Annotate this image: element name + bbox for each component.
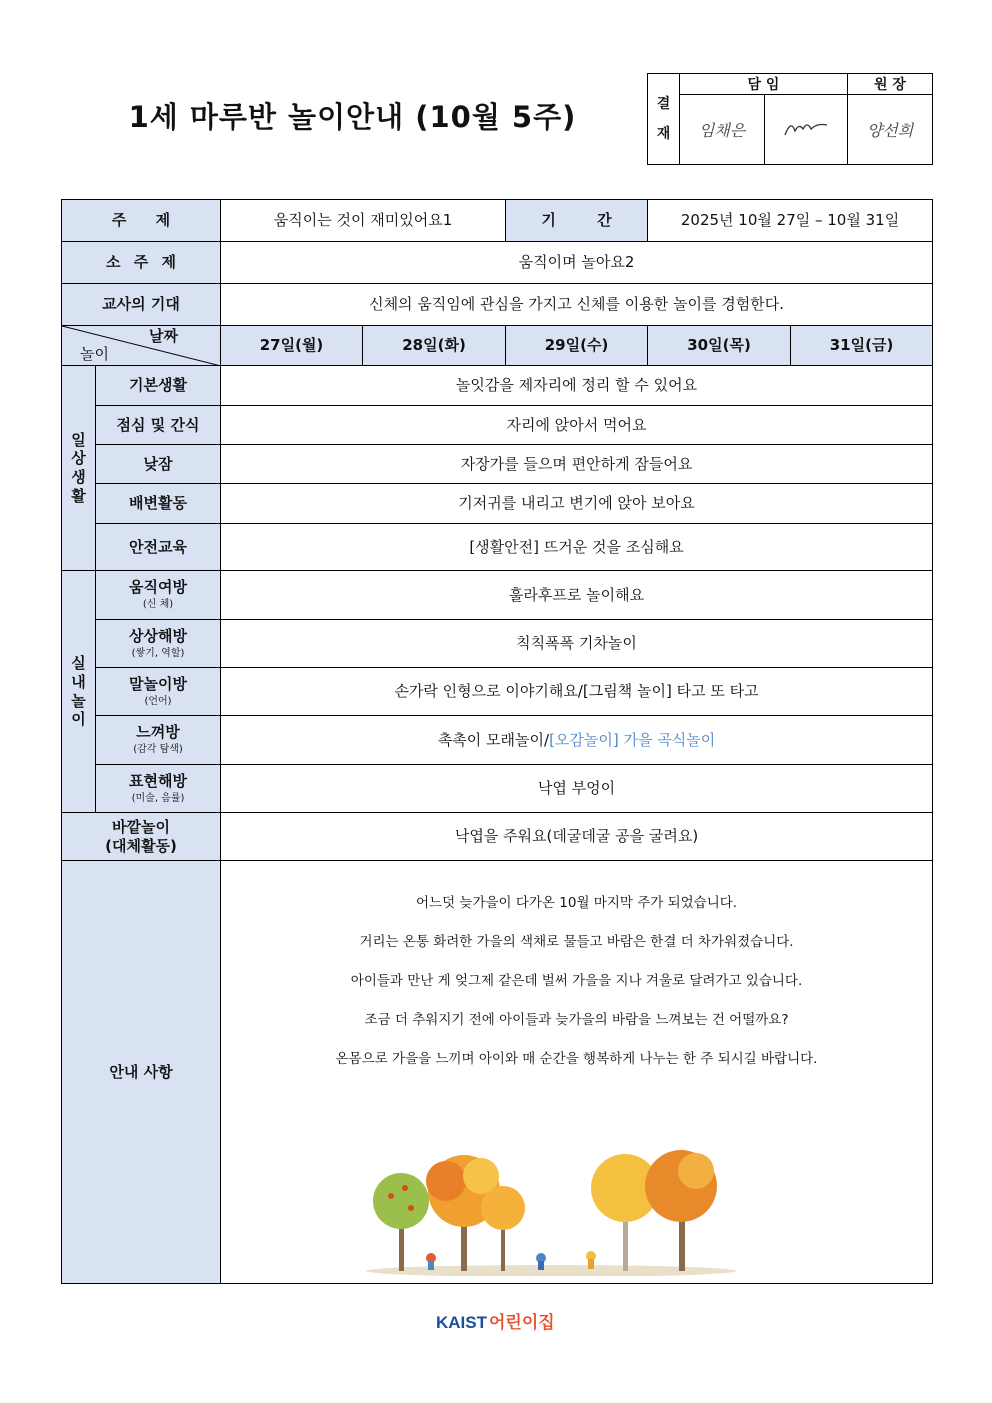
teacher-signature: 임채은 (680, 95, 765, 165)
approval-side-label: 결 재 (648, 74, 680, 165)
daily-row-value: 자장가를 들으며 편안하게 잠들어요 (221, 445, 933, 484)
homeroom-header: 담 임 (680, 74, 848, 95)
period-value: 2025년 10월 27일 – 10월 31일 (648, 200, 933, 242)
indoor-row-value: 촉촉이 모래놀이/[오감놀이] 가을 곡식놀이 (221, 716, 933, 765)
subtheme-label: 소 주 제 (62, 242, 221, 284)
daily-row-value: 놀잇감을 제자리에 정리 할 수 있어요 (221, 366, 933, 406)
indoor-row-sublabel: (신 체) (142, 599, 174, 611)
kaist-kindergarten-logo: KAIST 어린이집 (436, 1313, 555, 1332)
outdoor-play-value: 낙엽을 주워요(데굴데굴 공을 굴려요) (221, 813, 933, 861)
daily-row-value: 자리에 앉아서 먹어요 (221, 406, 933, 445)
approval-box (647, 73, 933, 165)
diagonal-play-label: 놀이 (80, 345, 109, 364)
indoor-play-group-label: 실 내 놀 이 (62, 571, 96, 813)
date-tue: 28일(화) (363, 326, 506, 366)
subtheme-value: 움직이며 놀아요2 (221, 242, 933, 284)
indoor-row-label: 표현해방 (미술, 음률) (96, 765, 221, 813)
daily-row-label: 안전교육 (96, 524, 221, 571)
weekly-plan-table (61, 199, 933, 1284)
indoor-row-sublabel: (감각 탐색) (133, 744, 183, 756)
indoor-row-value: 칙칙폭폭 기차놀이 (221, 620, 933, 668)
notice-line: 조금 더 추워지기 전에 아이들과 늦가을의 바람을 느껴보는 건 어떨까요? (364, 1011, 789, 1028)
indoor-row-value: 손가락 인형으로 이야기해요/[그림책 놀이] 타고 또 타고 (221, 668, 933, 716)
indoor-row-label: 상상해방 (쌓기, 역할) (96, 620, 221, 668)
date-wed: 29일(수) (506, 326, 648, 366)
notice-line: 어느덧 늦가을이 다가온 10월 마지막 주가 되었습니다. (415, 895, 738, 911)
indoor-row-sublabel: (미술, 음률) (131, 792, 185, 804)
indoor-row-label: 말놀이방 (언어) (96, 668, 221, 716)
theme-value: 움직이는 것이 재미있어요1 (221, 200, 506, 242)
indoor-row-label: 느껴방 (감각 탐색) (96, 716, 221, 765)
indoor-row-sublabel: (쌓기, 역할) (131, 647, 185, 659)
notice-line: 아이들과 만난 게 엊그제 같은데 벌써 가을을 지나 겨울로 달려가고 있습니다. (350, 972, 803, 989)
director-signature: 양선희 (848, 95, 933, 165)
page-title: 1세 마루반 놀이안내 (10월 5주) (128, 100, 577, 134)
period-label: 기 간 (506, 200, 648, 242)
notice-line: 온몸으로 가을을 느끼며 아이와 매 순간을 행복하게 나누는 한 주 되시길 바랍니다. (335, 1050, 818, 1067)
date-play-diagonal-header (62, 326, 221, 366)
daily-row-label: 기본생활 (96, 366, 221, 406)
notice-line: 거리는 온통 화려한 가을의 색채로 물들고 바람은 한결 더 차가워졌습니다. (359, 933, 794, 950)
teacher-expectation-label: 교사의 기대 (62, 284, 221, 326)
diagonal-date-label: 날짜 (149, 327, 179, 345)
director-header: 원 장 (848, 74, 933, 95)
daily-row-value: 기저귀를 내리고 변기에 앉아 보아요 (221, 484, 933, 524)
daily-row-value: [생활안전] 뜨거운 것을 조심해요 (221, 524, 933, 571)
date-mon: 27일(월) (221, 326, 363, 366)
daily-row-label: 낮잠 (96, 445, 221, 484)
date-thu: 30일(목) (648, 326, 791, 366)
signature-scribble-icon (781, 117, 831, 139)
indoor-row-value: 훌라후프로 놀이해요 (221, 571, 933, 620)
outdoor-play-label: 바깥놀이 (대체활동) (62, 813, 221, 861)
daily-row-label: 점심 및 간식 (96, 406, 221, 445)
indoor-row-value: 낙엽 부엉이 (221, 765, 933, 813)
theme-label: 주 제 (62, 200, 221, 242)
second-signature (765, 95, 848, 165)
sensory-play-highlight: [오감놀이] 가을 곡식놀이 (549, 730, 716, 749)
notice-label: 안내 사항 (62, 861, 221, 1284)
daily-life-group-label: 일 상 생 활 (62, 366, 96, 571)
indoor-row-label: 움직여방 (신 체) (96, 571, 221, 620)
daily-row-label: 배변활동 (96, 484, 221, 524)
date-fri: 31일(금) (791, 326, 933, 366)
teacher-expectation-value: 신체의 움직임에 관심을 가지고 신체를 이용한 놀이를 경험한다. (221, 284, 933, 326)
autumn-trees-illustration (361, 1146, 741, 1276)
indoor-row-sublabel: (언어) (144, 695, 172, 707)
notice-content (221, 861, 933, 1284)
